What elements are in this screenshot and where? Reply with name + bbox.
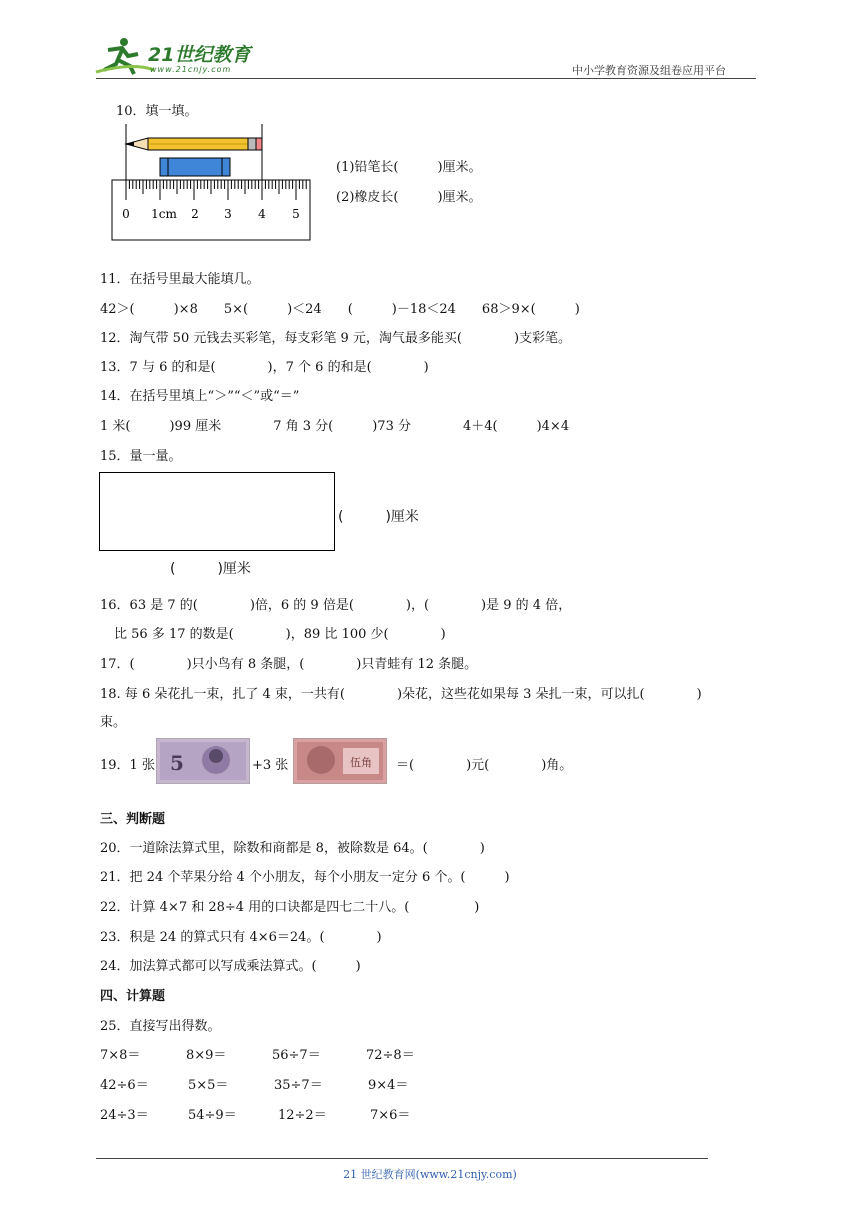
calc-r2-c0: 24÷3＝: [100, 1108, 149, 1123]
ruler-label-2: 2: [191, 207, 199, 221]
q14-line: 1 米( )99 厘米 7 角 3 分( )73 分 4＋4( )4×4: [100, 419, 570, 434]
q20: 20．一道除法算式里，除数和商都是 8，被除数是 64。( ): [100, 841, 485, 856]
q15-title: 15．量一量。: [100, 449, 182, 464]
q19-prefix: 19．1 张: [100, 758, 155, 773]
q10-title: 10．填一填。: [116, 104, 198, 119]
calc-r1-c0: 42÷6＝: [100, 1078, 149, 1093]
q25-title: 25．直接写出得数。: [100, 1019, 221, 1034]
calc-r1-c1: 5×5＝: [188, 1078, 229, 1093]
q19-mid: +3 张: [252, 758, 289, 773]
ruler-label-1cm: 1cm: [151, 207, 177, 221]
ruler-figure: [108, 124, 312, 242]
ruler-label-3: 3: [224, 207, 232, 221]
q13: 13．7 与 6 的和是( )，7 个 6 的和是( ): [100, 360, 429, 375]
calc-r2-c3: 7×6＝: [370, 1108, 411, 1123]
ruler-label-4: 4: [258, 207, 266, 221]
q17: 17．( )只小鸟有 8 条腿，( )只青蛙有 12 条腿。: [100, 657, 478, 672]
q10-line1: (1)铅笔长( )厘米。: [336, 160, 482, 175]
q16-line1: 16．63 是 7 的( )倍，6 的 9 倍是( )，( )是 9 的 4 倍，: [100, 598, 572, 613]
q15-right-label: ( )厘米: [338, 509, 419, 525]
five-yuan-value: 5: [170, 751, 184, 775]
q22: 22．计算 4×7 和 28÷4 用的口诀都是四七二十八。( ): [100, 900, 480, 915]
ruler-label-5: 5: [292, 207, 300, 221]
q11-title: 11．在括号里最大能填几。: [100, 272, 260, 287]
platform-name: 中小学教育资源及组卷应用平台: [572, 64, 726, 77]
five-jiao-note-icon: [293, 738, 387, 784]
q18-line1: 18. 每 6 朵花扎一束，扎了 4 束，一共有( )朵花，这些花如果每 3 朵扎一束，可以扎( ): [100, 687, 702, 702]
q12: 12．淘气带 50 元钱去买彩笔，每支彩笔 9 元，淘气最多能买( )支彩笔。: [100, 331, 572, 346]
section-4-title: 四、计算题: [100, 989, 166, 1004]
q23: 23．积是 24 的算式只有 4×6＝24。( ): [100, 930, 382, 945]
q21: 21．把 24 个苹果分给 4 个小朋友，每个小朋友一定分 6 个。( ): [100, 870, 510, 885]
measure-rectangle: [99, 472, 335, 551]
footer-divider: [96, 1158, 708, 1159]
logo-url: www.21cnjy.com: [150, 65, 232, 74]
logo-text: 21世纪教育: [148, 44, 251, 66]
calc-r2-c2: 12÷2＝: [278, 1108, 327, 1123]
q10-line2: (2)橡皮长( )厘米。: [336, 190, 482, 205]
header-divider: [96, 78, 756, 79]
q14-title: 14．在括号里填上“＞”“＜”或“＝”: [100, 389, 300, 404]
q19-suffix: ＝( )元( )角。: [396, 758, 573, 773]
q18-line2: 束。: [100, 715, 127, 730]
calc-r0-c0: 7×8＝: [100, 1048, 141, 1063]
calc-r1-c3: 9×4＝: [368, 1078, 409, 1093]
q11-line: 42＞( )×8 5×( )＜24 ( )－18＜24 68＞9×( ): [100, 302, 580, 317]
q15-bottom-label: ( )厘米: [170, 561, 251, 577]
calc-r2-c1: 54÷9＝: [188, 1108, 237, 1123]
calc-r0-c3: 72÷8＝: [366, 1048, 415, 1063]
q24: 24．加法算式都可以写成乘法算式。( ): [100, 959, 361, 974]
five-yuan-note-icon: [156, 738, 250, 784]
five-jiao-value: 伍角: [350, 756, 372, 769]
section-3-title: 三、判断题: [100, 812, 166, 827]
ruler-label-0: 0: [122, 207, 130, 221]
calc-r0-c1: 8×9＝: [186, 1048, 227, 1063]
calc-r1-c2: 35÷7＝: [274, 1078, 323, 1093]
calc-r0-c2: 56÷7＝: [272, 1048, 321, 1063]
footer-text: 21 世纪教育网(www.21cnjy.com): [343, 1168, 517, 1181]
q16-line2: 比 56 多 17 的数是( )，89 比 100 少( ): [114, 627, 446, 642]
